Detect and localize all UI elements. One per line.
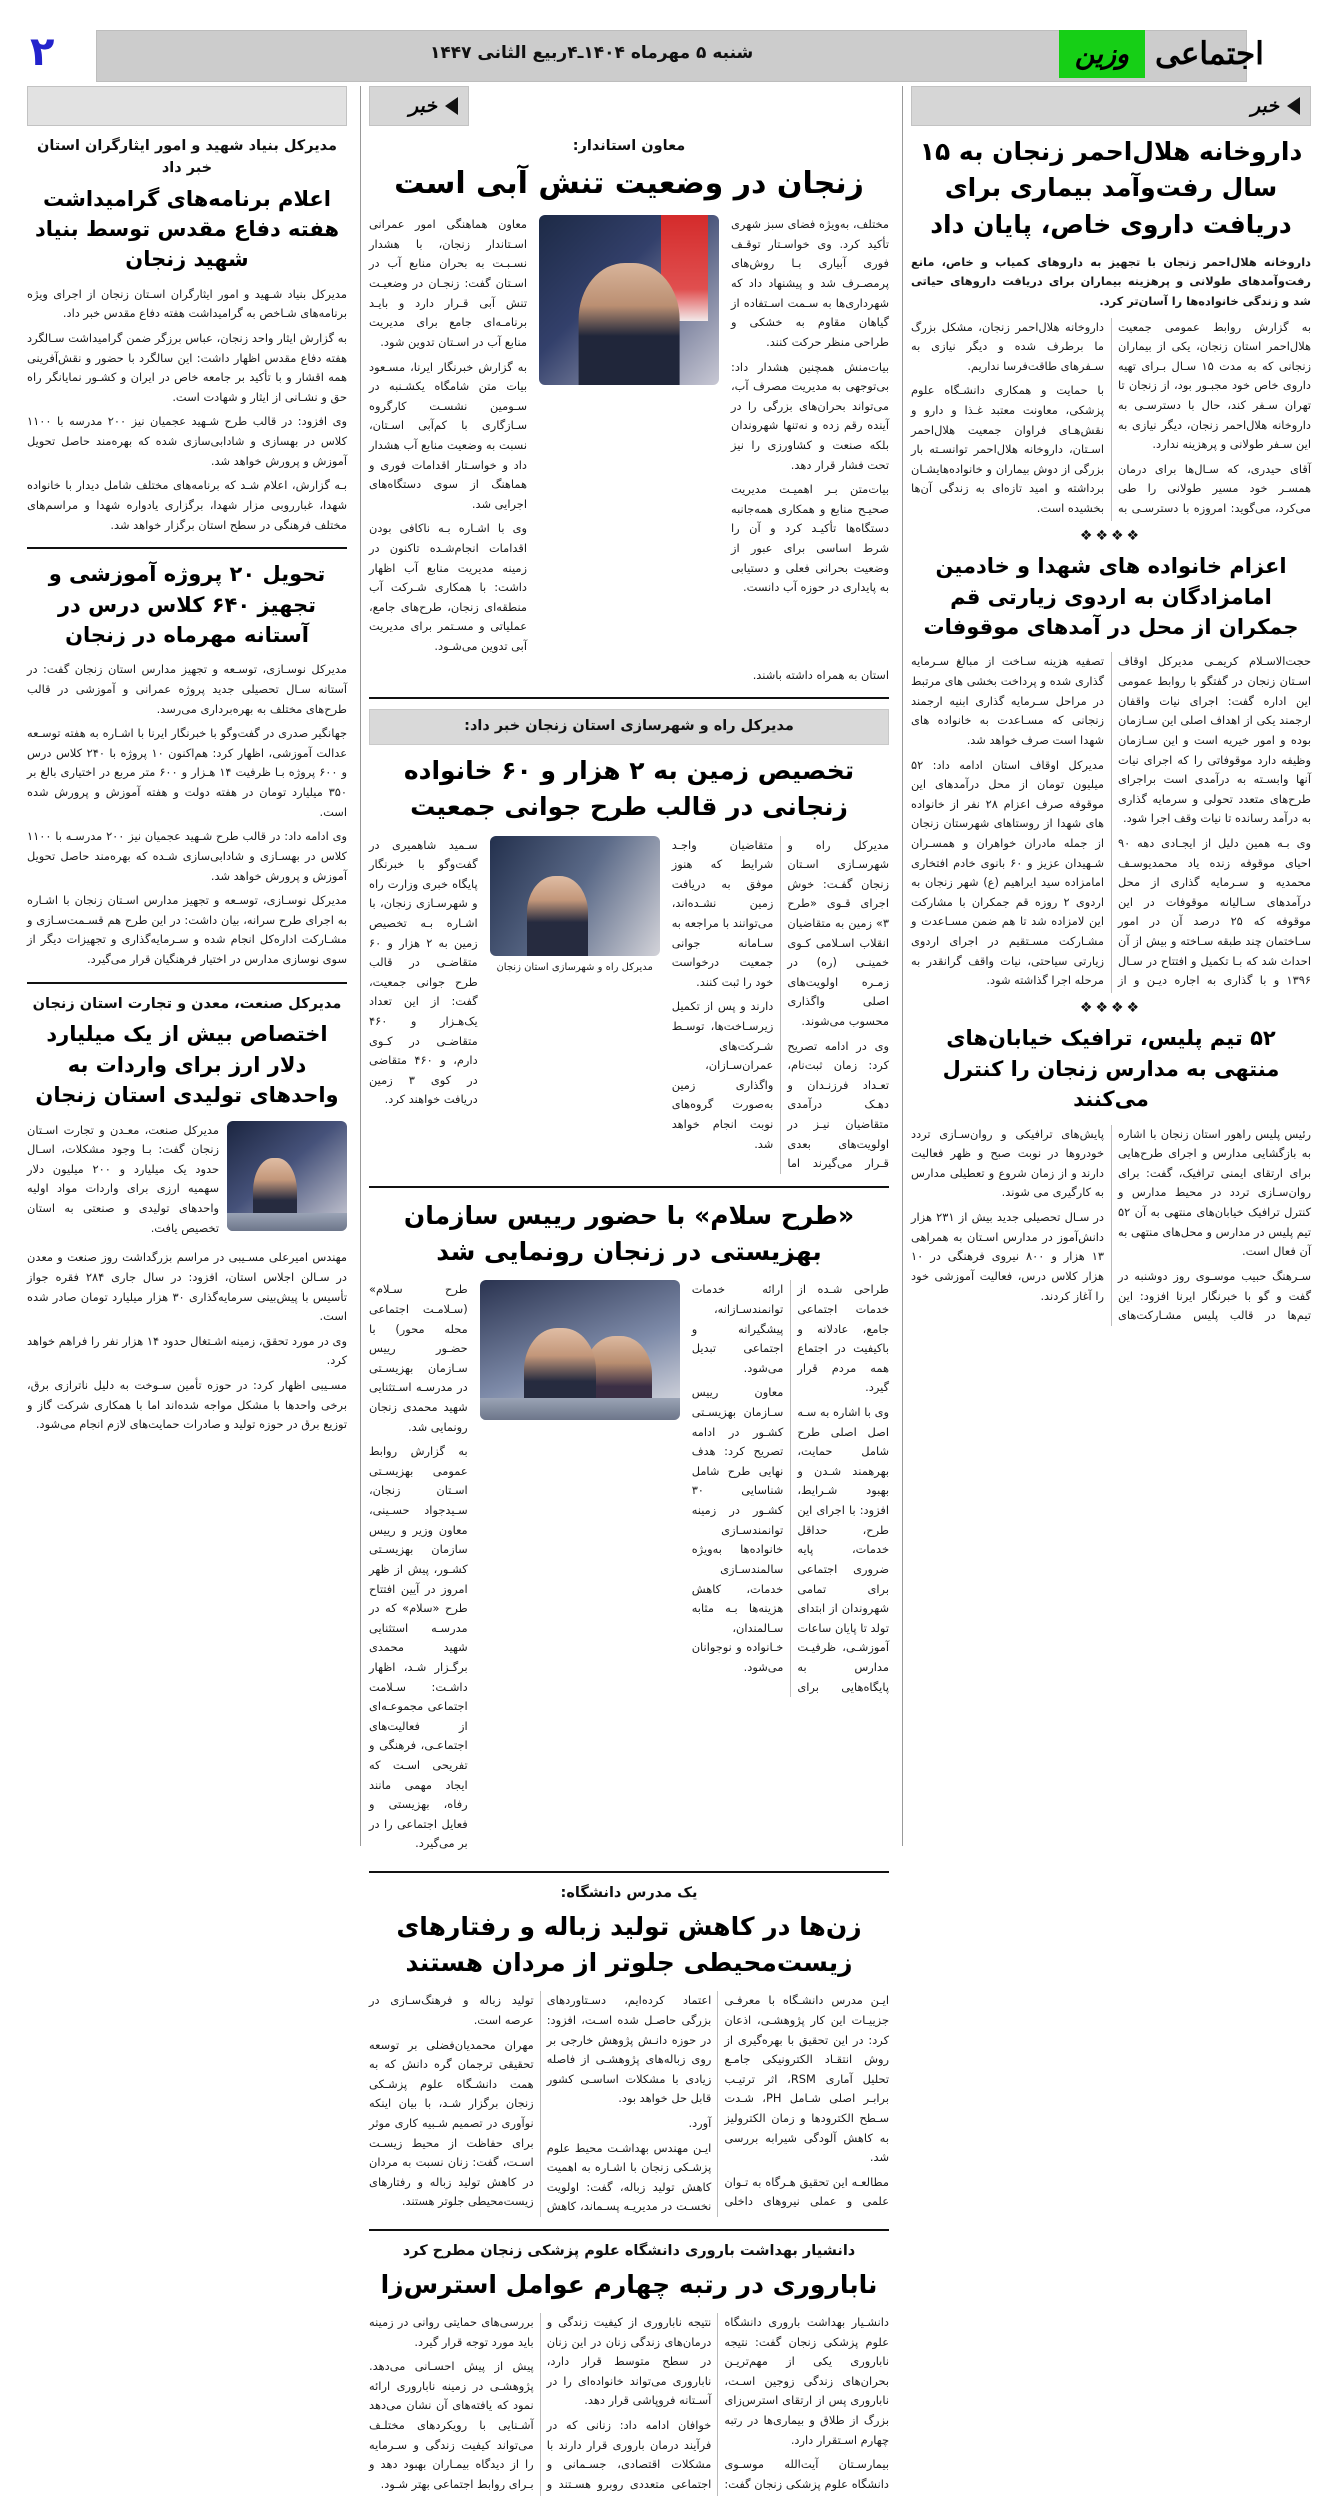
photo-deputy-governor xyxy=(539,215,719,385)
headline-industry-currency: اختصاص بیش از یک میلیارد دلار ارز برای واردات به واحدهای تولیدی استان زنجان xyxy=(35,1022,339,1108)
rule-3 xyxy=(369,1871,889,1873)
khabar-label: خبر xyxy=(409,95,437,117)
kicker-land-allocation: مدیرکل راه و شهرسازی استان زنجان خبر داد: xyxy=(464,718,794,735)
body-salam-plan-a: طراحی شـده از خدمات اجتماعی جامع، عادلانه و باکیفیت در اجتماع همه مردم قرار گیرد. وی با اشاره به سـه اصل اصلی طرح شامل حمایت، بهرهمند شـدن و بهبود شـرایط، افزود: با اجرای این طرح، حداقل خدمات، پایه ضروری اجتماعی برای تمامی شهروندان از ابتدای تولد تا پایان ساعات آموزشـی، ظرفیـت مدارس به پایگاه‌هایی برای ارائه خدمات توانمندسـازانه، پیشگیرانه و اجتماعی تبدیل می‌شود. معاون رییس سـازمان بهزیسـتی کشـور در ادامه تصریح کرد: هدف نهایی طرح شامل شناسایی ۳۰ کشـور در زمینه توانمندسـازی خانواده‌ها به‌ویژه سالمندسـازی خدمات، کاهش هزینه‌ها بـه مثابه سـالمندان، خـانواده و نوجوانان می‌شود. xyxy=(691,1282,889,1694)
headline-pilgrimage: اعزام خانواده های شهدا و خادمین امامزادگان به اردوی زیارتی قم جمکران از محل در آمدهای موقوفات xyxy=(923,554,1299,640)
section-title: اجتماعی xyxy=(1155,36,1264,72)
headline-waste-study: زن‌ها در کاهش تولید زباله و رفتارهای زیست‌محیطی جلوتر از مردان هستند xyxy=(396,1911,862,1978)
rule-1 xyxy=(369,697,889,699)
body-water-stress-a: مختلف، به‌ویژه فضای سبز شهری تأکید کرد. وی خواسـتار توقـف فوری آبیاری بـا روش‌های پرمصـرف شد و پیشنهاد داد که شهرداری‌ها به سـمت اسـتفاده از گیاهان مقاوم به خشکی و طراحی منظر حرکت کنند. بیات‌منش همچنین هشدار داد: بی‌توجهی به مدیریت مصرف آب، می‌تواند بحران‌های بزرگی را در آینده رقم زده و نه‌تنها شهروندان بلکه صنعت و کشاورزی را نیز تحت فشار قرار دهد. بیات‌متن بـر اهمیـت مدیریت صحیـح منابع و همکاری همه‌جانبه دستگاه‌ها تأکیـد کرد و آن را شرط اساسی برای عبور از وضعیت بحرانی فعلی و دستیابی به پایداری در حوزه آب دانست. xyxy=(731,217,889,595)
headline-police-traffic: ۵۲ تیم پلیس، ترافیک خیابان‌های منتهی به مدارس زنجان را کنترل می‌کنند xyxy=(942,1026,1280,1112)
body-industry-a: مدیرکل صنعت، معـدن و تجارت اسـتان زنجان گفت: بـا وجود مشکلات، اسـال حدود یک میلیارد و ۲۰۰ میلیون دلار سهمیه ارزی برای واردات مواد اولیه واحدهای تولیدی و صنعتی به استان تخصیص یافت. xyxy=(27,1122,220,1235)
publication-date: شنبه ۵ مهرماه ۱۴۰۴ـ۴ربیع الثانی ۱۴۴۷ xyxy=(430,43,754,63)
body-school-projects: مدیرکل نوسـازی، توسـعه و تجهیز مدارس استان زنجان گفت: در آستانه سـال تحصیلی جدید پروژه عمرانی و آموزشی در قالب طرح‌های مختلف به بهره‌برداری می‌رسد. جهانگیر صدری در گفت‌وگو با خبرنگار ایرنا با اشـاره به هفته توسـعه عدالت آموزشی، اظهار کرد: هم‌اکنون ۱۰ پروژه با ۲۴۰ کلاس درس و ۶۰۰ پروژه بـا ظرفیت ۱۴ هـزار و ۶۰۰ متر مربع در اختیاری بالغ بر ۳۵۰ میلیارد تومان در هفته دولت و هفته آموزش و پرورش شده است. وی ادامه داد: در قالب طرح شـهید عجمیان نیز ۲۰۰ مدرسـه با ۱۱۰۰ کلاس در بهسـازی و شادابی‌سازی شـده که بهره‌مند حاصل تحویل آموزش و پرورش خواهد شد. مدیرکل نوسـازی، توسـعه و تجهیز مدارس اسـتان زنجان با اشـاره به اجرای طرح سرانه، بیان داشت: در این طرح هم قسـمت‌سـازی و مشـارکت اداره‌کل انجام شده و سـرمایه‌گذاری و تجهیزات دیگر از سوی نوسازی مدارس در اختیار فرهنگیان قرار می‌گیرد. xyxy=(27,662,348,966)
headline-infertility: ناباروری در رتبه چهارم عوامل استرس‌زا xyxy=(380,2269,878,2299)
person-figure xyxy=(527,876,588,955)
headline-salam-plan: «طرح سلام» با حضور رییس سازمان بهزیستی در زنجان رونمایی شد xyxy=(403,1200,855,1267)
dot-separator-1: ❖❖❖❖ xyxy=(1079,528,1143,545)
headline-water-stress: زنجان در وضعیت تنش آبی است xyxy=(394,165,864,201)
body-infertility: دانشـیار بهداشت باروری دانشگاه علوم پزشکی زنجان گفت: نتیجه ناباروری یکی از مهم‌تریـن بحران‌های زندگی زوجین اسـت، ناباروری پس از ارتقای استرس‌زای بزرگ از طلاق و بیماری‌ها در رتبه چهارم اسـتقرار دارد. بیمارسـتان آیت‌الله موسـوی دانشگاه علوم پزشکی زنجان گفت: نتیجه ناباروری از کیفیت زندگی و درمان‌های زندگی زنان در این زنان در سطح متوسط قرار دارد، ناباروری می‌تواند خانواده‌ای را در آسـتانه فروپاشی قرار دهد. خوافان ادامه داد: زنانی که در فرآیند درمان باروری قرار دارند با مشکلات اقتصادی، جسـمانی و اجتماعی متعددی روبرو هسـتند و بررسی‌های حمایتی روانی در زمینه باید مورد توجه قرار گیرد. پیش از پیش احسـانی می‌دهد. پژوهشـی در زمینه ناباروری ارائه نمود که یافته‌های آن نشان می‌دهد آشـنایی با رویکردهای مختلـف می‌تواند کیفیت زندگی و سـرمایه را از دیدگاه بیمـاران بهبود دهد و بـرای روابط اجتماعی بهتر شـود. xyxy=(369,2315,889,2491)
headline-martyr-foundation: اعلام برنامه‌های گرامیداشت هفته دفاع مقدس توسط بنیاد شهید زنجان xyxy=(34,186,340,272)
column-right xyxy=(911,86,1311,1326)
brand-logo: وزین xyxy=(1059,30,1145,78)
headline-land-allocation: تخصیص زمین به ۲ هزار و ۶۰ خانواده زنجانی در قالب طرح جوانی جمعیت xyxy=(403,756,855,822)
lead-pharmacy: داروخانه هلال‌احمر زنجان با تجهیز به داروهای کمیاب و خاص، مانع رفت‌وآمدهای طولانی و پرهزینه بیماران برای دریافت داروهای حیاتی شد و زندگی خانواده‌ها را آسان‌تر کرد. xyxy=(911,254,1311,308)
body-land-allocation-a: مدیرکل راه و شهرسـازی اسـتان زنجان گفـت: خوش اجرای قـوی «طرح ۳» زمین به متقاضیان انقلاب اسـلامی کـوی خمینـی (ره) در زمـره اولویت‌های اصلی واگذاری محسوب می‌شوند. وی در ادامه تصریح کرد: زمان ثبت‌نام، تعـداد فرزنـدان و دهـک درآمدی متقاضیان نیـز در اولویت‌های بعدی قـرار می‌گیرند اما متقاضیان واجـد شرایط که هنوز موفق به دریافت زمین نشـده‌اند، می‌توانند با مراجعه به سـامانه جوانی جمعیت درخواست خود را ثبت کنند. دارند و پس از تکمیل زیرسـاخت‌ها، توسـط شـرکت‌های عمران‌سـازان، واگذاری زمین به‌صورت گروه‌های نوبت انجام خواهد شد. xyxy=(671,837,889,1171)
caption-roads-director: مدیرکل راه و شهرسازی استان زنجان xyxy=(496,961,653,973)
kicker-infertility: دانشیار بهداشت باروری دانشگاه علوم پزشکی زنجان مطرح کرد xyxy=(402,2243,856,2259)
photo-salam-ceremony xyxy=(480,1280,680,1420)
body-police-traffic: رئیس پلیس راهور استان زنجان با اشاره به بازگشایی مدارس و اجرای طرح‌هایی برای ارتقای ایمنی ترافیک، گفت: برای روان‌سـازی تردد در محیط مدارس و کنترل ترافیک خیابان‌های منتهی به آن ۵۲ تیم پلیس در مدارس و محل‌های منتهی به آن فعال است. سـرهنگ حبیب موسـوی روز دوشنبه در گفت و گو با خبرنگار ایرنا افزود: این تیم‌ها در قالب پلیس مشـارکت‌های پایش‌های ترافیکی و روان‌سـازی تردد خودروها در نوبت صبح و ظهر فعالیت دارند و از زمان شروع و تعطیلی مدارس به کارگیری می شوند. در سـال تحصیلی جدید بیش از ۲۳۱ هزار دانش‌آموز در مدارس اسـتان به همراهی ۱۳ هزار و ۸۰۰ نیروی فرهنگی در ۱۰ هزار کلاس درس، فعالیت آموزشی خود را آغاز کردند. xyxy=(911,1126,1311,1323)
body-industry-b: مهندس امیرعلی مسـیبی در مراسم بزرگداشت روز صنعت و معدن در سـالن اجلاس استان، افزود: در سال جاری ۲۸۴ فقره جواز تأسیس با پیش‌بینی سرمایه‌گذاری ۳۰ هزار میلیارد تومان صادر شده است. وی در مورد تحقق، زمینه اشـتغال حدود ۱۴ هزار نفر را فراهم خواهد کرد. مسـیبی اظهار کرد: در حوزه تأمین سـوخت به دلیل ناترازی برق، برخی واحدها با مشکل مواجه شده‌اند اما با همکاری شرکت گاز و توزیع برق در حوزه تولید و صادرات حمایت‌های لازم انجام می‌شود. xyxy=(27,1250,347,1432)
banner-land-allocation xyxy=(369,709,889,745)
khabar-tag-center xyxy=(369,86,469,126)
triangle-icon xyxy=(445,97,458,115)
kicker-waste-study: یک مدرس دانشگاه: xyxy=(560,1885,698,1902)
body-pharmacy: به گزارش روابط عمومی جمعیت هلال‌احمر استان زنجان، یکی از بیماران زنجانی که به مدت ۱۵ سـال بـرای تهیه داروی خاص خود مجبـور بود، از زنجان تا تهران سـفر کند، حال با دسترسـی به داروخانه هلال‌احمر زنجان، دیگر نیازی به این سـفر طولانی و پرهزینه ندارد. آقای حیدری، که سـال‌ها برای درمان همسـر خود مسیر طولانی را طی می‌کرد، می‌گوید: امروزه با دسترسـی به داروخانه هلال‌احمر زنجان، مشکل بزرگ ما برطرف شده و دیگر نیازی به سـفرهای طاقت‌فرسا نداریم. با حمایت و همکاری دانشـگاه علوم پزشکی، معاونت معتبد غـذا و دارو و نقش‌هـای فراوان جمعیت هلال‌احمر اسـتان، داروخانه هلال‌احمر توانسـته بار بزرگی از دوش بیماران و خانواده‌هایشـان برداشته و امید تازه‌ای به زندگی آن‌ها بخشیده است. xyxy=(911,319,1311,516)
column-left xyxy=(27,86,347,1440)
body-waste-study: ایـن مدرس دانشـگاه با معرفـی جزییـات این کار پژوهشـی، اذعان کرد: در این تحقیق با بهره‌گیری از روش انتقـاد الکترونیکی جامـع تحلیل آماری RSM، اثر ترتیـب برابـر اصلی شـامل PH، شـدت سـطح الکترودها و زمان الکترولیز به کاهش آلودگی شیرابه بررسی شد. مطالعـه این تحقیق هـرگاه به تـوان علمی و عملی نیروهای داخلی اعتماد کرده‌ایم، دسـتاوردهای بزرگی حاصـل شده اسـت، افزود: در حوزه دانـش پژوهش خارجی بر روی زباله‌های پژوهشـی از فاصله زیادی با مشکلات اساسـی کشور قابل حل خواهد بود. آورد. ایـن مهندس بهداشـت محیط علوم پزشـکی زنجان با اشـاره به اهمیت کاهش تولید زباله، گفت: اولویت نخسـت در مدیریـه پسـماند، کاهش تولید زباله و فرهنگ‌سـازی در عرصه است. مهران محمدیان‌فضلی بر توسعه تحقیقی ترجمان گره دانش که به همت دانشـگاه علوم پزشـکی زنجان برگزار شـد، با بیان اینکه نوآوری در تصمیم شـبیه کاری موثر برای حفاظت از محیط زیسـت اسـت، گفت: زنان نسبت به مردان در کاهش تولید زباله و رفتارهای زیست‌محیطی جلوتر هستند. xyxy=(369,1993,889,2214)
page-number: ۲ xyxy=(30,29,55,75)
rule-2 xyxy=(369,1186,889,1188)
khabar-label: خبر xyxy=(1251,95,1279,117)
caption-water-stress: استان به همراه داشته باشند. xyxy=(752,667,889,682)
masthead xyxy=(0,30,1339,84)
person-figure xyxy=(579,263,680,385)
body-martyr-foundation: مدیرکل بنیاد شـهید و امور ایثارگران اسـتان زنجان از اجرای ویژه برنامه‌های شـاخص به گرامیداشت هفته دفاع مقدس خبر داد. به گزارش ایثار واحد زنجان، عباس برزگر ضمن گرامیداشت سـالگرد هفته دفاع مقدس اظهار داشت: این سالگرد با حضور و نقش‌آفرینی همه اقشار و با تأکید بر جامعه خاص در ایران و کشـور نمایانگر راه حق و نشـانی از ایثار و شهادت است. وی افزود: در قالب طرح شـهید عجمیان نیز ۲۰۰ مدرسه با ۱۱۰۰ کلاس در بهسازی و شادابی‌سازی شده که بهره‌مند حاصل تحویل آموزش و پرورش خواهد شد. بـه گزارش، اعلام شـد که برنامه‌های مختلف شامل دیدار با خانواده شهدا، غبارروبی مزار شهدا، برگزاری یادواره شهدا و مراسم‌های مختلف فرهنگی در سطح استان برگزار خواهد شد. xyxy=(27,286,347,532)
column-divider-1 xyxy=(902,86,903,1846)
column-divider-2 xyxy=(360,86,361,1846)
body-salam-plan-b: طرح سـلام» (سـلامـت اجتماعی محله محور) با حضـور رییس سـازمان بهزیسـتی در مدرسـه اسـتثنایی شهید محمدی زنجان رونمایی شد. به گزارش روابط عمومی بهزیسـتی اسـتان زنجان، سـیدجواد حسـینی، معاون وزیر و رییس سازمان بهزیسـتی کشـور، پیش از ظهر امروز در آیین افتتاح طرح «سلام» که در مدرسـه استثنایی شهید محمدی برگـزار شـد، اظهار داشـت: سـلامت اجتماعی مجموعـه‌ای از فعالیت‌های اجتماعـی، فرهنگی و تفریحی اسـت که ایجاد مهمی مانند رفاه، بهزیستی و فعایل اجتماعی را در بر می‌گیرد. xyxy=(369,1282,468,1851)
kicker-industry: مدیرکل صنعت، معدن و تجارت استان زنجان xyxy=(32,995,342,1012)
kicker-water-stress: معاون استاندار: xyxy=(572,138,686,154)
triangle-icon xyxy=(1287,97,1300,115)
desk-detail xyxy=(480,1398,680,1420)
rule-left-2 xyxy=(27,982,347,984)
body-land-allocation-b: سـمید شاهمیری در گفت‌وگو با خبرنگار پایگاه خبری وزارت راه و شهرسـازی زنجان، با اشـاره بـه تخصیص زمین به ۲ هزار و ۶۰ متقاضـی در قالب طرح جوانی جمعیت، گفت: از این تعداد یک‌هـزار و ۴۶۰ متقاضـی در کـوی دارم، و ۴۶۰ متقاضی در کوی ۳ زمین دریافت خواهند کرد. xyxy=(369,837,478,1107)
khabar-tag-left xyxy=(27,86,347,126)
desk-detail xyxy=(227,1213,347,1231)
brand xyxy=(1059,28,1339,80)
headline-pharmacy: داروخانه هلال‌احمر زنجان به ۱۵ سال رفت‌وآمد بیماری برای دریافت داروی خاص، پایان داد xyxy=(919,137,1303,239)
rule-4 xyxy=(369,2229,889,2231)
dot-separator-2: ❖❖❖❖ xyxy=(1079,1000,1143,1017)
headline-school-projects: تحویل ۲۰ پروژه آموزشی و تجهیز ۶۴۰ کلاس درس در آستانه مهرماه در زنجان xyxy=(48,562,326,647)
rule-left-1 xyxy=(27,547,347,549)
body-pilgrimage: حجت‌الاسـلام کریمـی مدیرکل اوقاف اسـتان زنجان در گفتگو با روابط عمومی این اداره گفت: اجرای نیات واقفان ارجمند یکی از اهداف اصلی این سـازمان بوده و امور خیریه است و این سـازمان وظیفه دارد موقوفاتی را که اجرای نیات آنها وابسـته به درآمدی است براجرای طرح‌های متعدد تحولی و سرمایه گذاری به درآمد رسانده تا نیات وقف اجرا شود. وی بـه همین دلیل از ایجـادی دهه ۹۰ احیای موقوفه زنده یاد محمدیوسـف محمدیه و سـرمایه گذاری از محل درآمدهای سـالیانه موقوفات در این موقوفه که ۲۵ درصد آن در امور سـاختمان چند طبقه سـاخته و بیش از آن احداث شد که بـا تکمیل و افتتاح در سـال ۱۳۹۶ و با گذاری به اجاره دیـن و از تصفیه هزینه سـاخت از مبالغ سـرمایه گذاری شده و پرداخت بخشی های مرتبط در مراحل سـرمایه گذاری ابنیه ارجمند زنجانی که مسـاعدت به خانواده های شهدا است صرف خواهد شد. مدیرکل اوقاف استان ادامه داد: ۵۲ میلیون تومان از محل درآمدهای این موقوفه صرف اعزام ۲۸ نفر از خانواده های شهدا از روستاهای شهرستان زنجان از جمله مادران خواهران و همسـران شـهیدان عزیز و ۶۰ بانوی خادم افتخاری امامزاده سید ایراهیم (ع) شهر زنجان به اردوی ۲ روزه قم جمکران با مشارکت این لامزاده شد تا هم ضمن مسـاعدت و مشـارکت مسـتقیم در اجرای اردوی زیارتی سیاحتی، نیات واقف گرانقدر به مرحله اجرا گذاشته شود. xyxy=(911,654,1311,988)
body-water-stress-b: معاون هماهنگی امور عمرانی اسـتاندار زنجان، با هشدار نسـبـت به بحران منابع آب در اسـتان گفت: زنجـان در وضعیـت تنش آبی قـرار دارد و بایـد برنامـه‌ای جامع برای مدیریت منابع آب در اسـتان تدوین شود. به گزارش خبرنگار ایرنا، مسـعود بیات متن شامگاه یکشـنبه در سـومین نشسـت کارگروه سـازگاری با کم‌آبی اسـتان، نسبت به وضعیت منابع آب هشدار داد و خواسـتار اقدامات فوری و هماهنگ از سوی دستگاه‌های اجرایی شد. وی با اشـاره بـه ناکافی بودن اقدامات انجام‌شـده تاکنون در زمینه مدیریت منابع آب اظهار داشت: با همکاری شـرکت آب منطقه‌ای زنجان، طرح‌های جامع، عملیاتی و مسـتمر برای مدیریت آبی تدوین می‌شـود. xyxy=(369,217,527,654)
photo-industry-event xyxy=(227,1121,347,1231)
column-center xyxy=(369,86,889,2496)
kicker-martyr-foundation: مدیرکل بنیاد شهید و امور ایثارگران استان خبر داد xyxy=(36,138,338,176)
khabar-tag-right xyxy=(911,86,1311,126)
photo-roads-director xyxy=(490,836,660,956)
